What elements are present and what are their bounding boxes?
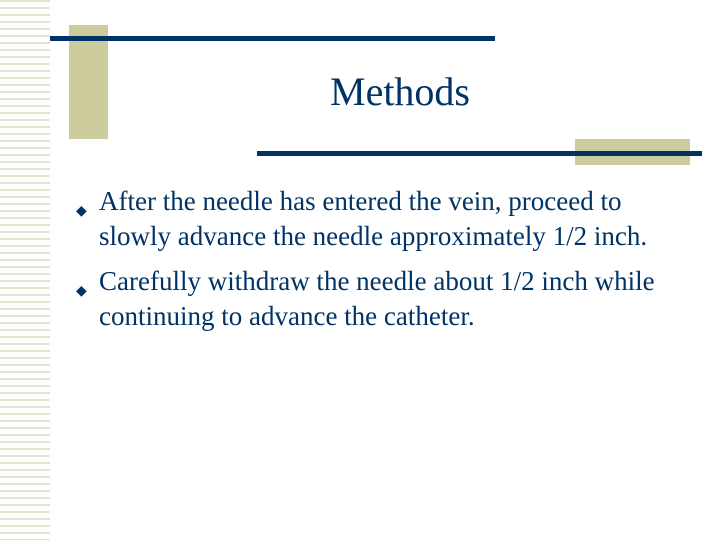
- diamond-bullet-icon: ◆: [76, 284, 87, 299]
- bullet-text: Carefully withdraw the needle about 1/2 inch while continuing to advance the catheter.: [99, 266, 655, 331]
- bullet-item: [76, 264, 696, 334]
- bullet-text: After the needle has entered the vein, proceed to slowly advance the needle approximately 1/2 inch.: [99, 186, 648, 251]
- bullet-item: [76, 184, 696, 254]
- bullet-list: [76, 184, 696, 344]
- decorative-stripes: [0, 0, 50, 540]
- decorative-tan-block: [69, 25, 108, 139]
- diamond-bullet-icon: ◆: [76, 204, 87, 219]
- decorative-blue-bar: [50, 36, 495, 41]
- decorative-blue-bar: [257, 151, 702, 156]
- slide-title: Methods: [330, 69, 470, 114]
